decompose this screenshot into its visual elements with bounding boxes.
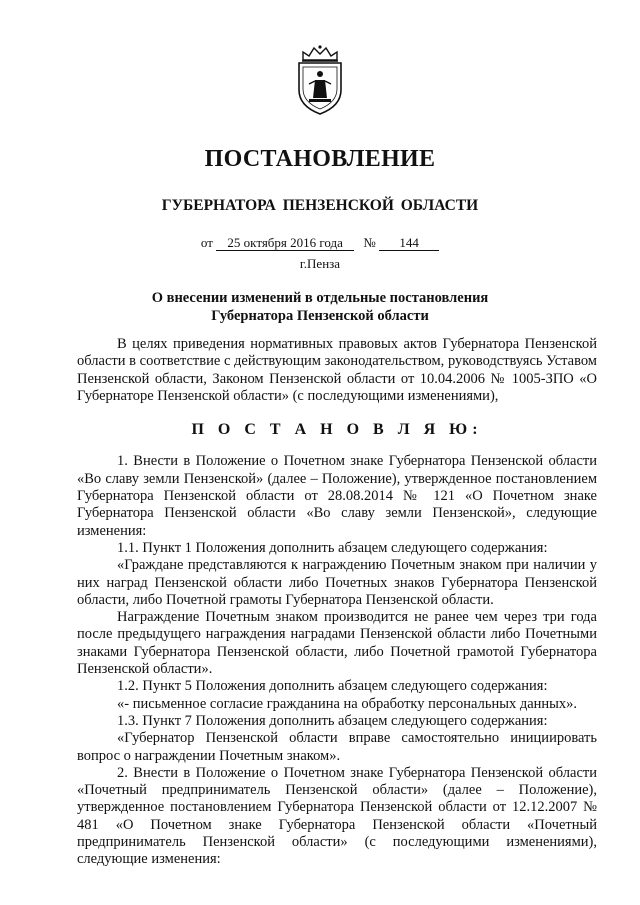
city: г.Пенза xyxy=(299,256,341,271)
date-number-line xyxy=(0,235,640,251)
paragraph: Награждение Почетным знаком производится не ранее чем через три года после предыдущего награждения наградами Пензенской области либо Почетными знаками Губернатора Пензенской области, либо Почетной грамотой Губернатора Пензенской области». xyxy=(77,609,597,678)
paragraph: 1.3. Пункт 7 Положения дополнить абзацем следующего содержания: xyxy=(117,712,548,729)
paragraph: «- письменное согласие гражданина на обработку персональных данных». xyxy=(117,695,578,712)
number-value: 144 xyxy=(379,236,439,251)
preamble-paragraph: В целях приведения нормативных правовых актов Губернатора Пензенской области в соответствие с действующим законодательством, руководствуясь Уставом Пензенской области, Законом Пензенской области от 10.04.2006 № 1005-ЗПО «О Губернаторе Пензенской области» (с последующими изменениями), xyxy=(77,336,597,404)
date-value: 25 октября 2016 года xyxy=(216,236,354,251)
paragraph: 2. Внести в Положение о Почетном знаке Губернатора Пензенской области «Почетный предприниматель Пензенской области» (далее – Положение), утвержденное постановлением Губернатора Пензенской области от 12.12.2007 № 481 «О Почетном знаке Губернатора Пензенской области «Почетный предприниматель Пензенской области» (с последующими изменениями), следующие изменения: xyxy=(77,764,597,868)
subject-heading xyxy=(0,289,640,325)
penza-coat-of-arms-icon xyxy=(289,44,351,116)
subject-line-1: О внесении изменений в отдельные постановления xyxy=(151,290,489,306)
paragraph: «Губернатор Пензенской области вправе самостоятельно инициировать вопрос о награждении Почетным знаком». xyxy=(77,730,597,764)
issuer-subtitle: ГУБЕРНАТОРА ПЕНЗЕНСКОЙ ОБЛАСТИ xyxy=(161,197,479,214)
paragraph: 1.1. Пункт 1 Положения дополнить абзацем следующего содержания: xyxy=(117,539,548,556)
paragraph: «Граждане представляются к награждению Почетным знаком при наличии у них наград Пензенской области либо Почетных знаков Губернатора Пензенской области, либо Почетной грамоты Губернатора Пензенской области. xyxy=(77,557,597,608)
number-prefix: № xyxy=(363,235,376,250)
subject-line-2: Губернатора Пензенской области xyxy=(211,308,429,324)
paragraph: 1.2. Пункт 5 Положения дополнить абзацем следующего содержания: xyxy=(117,678,548,695)
decree-heading: П О С Т А Н О В Л Я Ю: xyxy=(191,421,483,439)
paragraph: 1. Внести в Положение о Почетном знаке Губернатора Пензенской области «Во славу земли Пензенской» (далее – Положение), утвержденное постановлением Губернатора Пензенской области от 28.08.2014 № 121 «О Почетном знаке Губернатора Пензенской области «Во славу земли Пензенской», следующие изменения: xyxy=(77,453,597,539)
document-title: ПОСТАНОВЛЕНИЕ xyxy=(204,146,436,172)
document-body xyxy=(77,336,597,869)
date-prefix: от xyxy=(200,235,213,250)
